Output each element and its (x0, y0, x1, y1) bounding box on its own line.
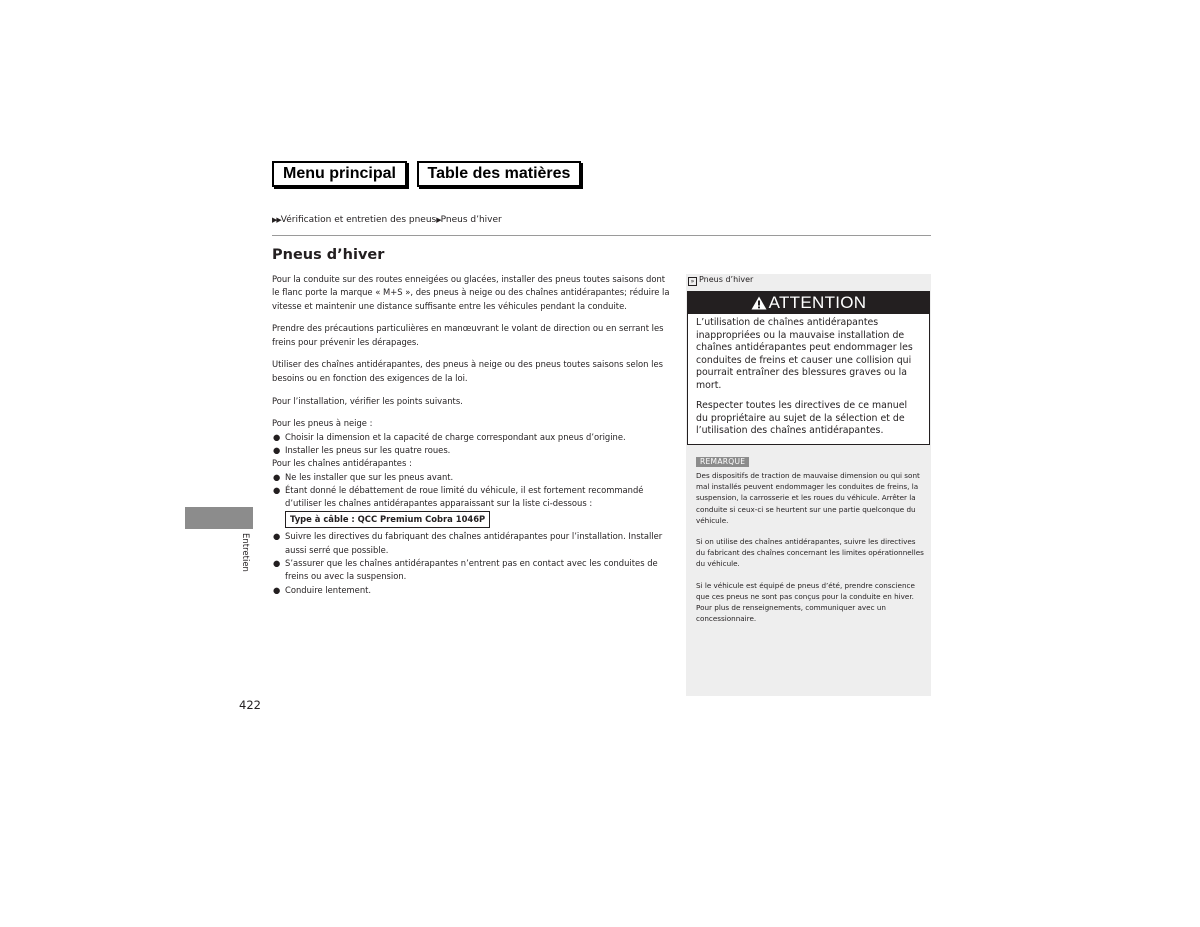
breadcrumb-parent-link[interactable]: Vérification et entretien des pneus (280, 215, 437, 225)
header-divider (272, 235, 931, 236)
list-item (272, 471, 672, 484)
cable-type-box: Type à câble : QCC Premium Cobra 1046P (285, 511, 490, 528)
note-text: Des dispositifs de traction de mauvaise dimension ou qui sont mal installés peuvent endommager les conduites de freins, la suspension, la carrosserie et les roues du véhicule. Arrêter la conduite si ceux-ci se heurtent sur une partie quelconque du véhicule. (696, 471, 920, 525)
paragraph: Pour la conduite sur des routes enneigées ou glacées, installer des pneus toutes saisons dont le flanc porte la marque « M+S », des pneus à neige ou des chaînes antidérapantes; réduire la vitesse et maintenir une distance suffisante entre les véhicules pendant la conduite. (272, 274, 670, 311)
breadcrumb-arrow-icon: ▶▶ (272, 216, 281, 224)
bullet-icon: ● (273, 558, 281, 569)
bullet-icon: ● (273, 471, 281, 482)
sidebar-header-label: Pneus d’hiver (699, 275, 754, 284)
chapter-label: Entretien (240, 533, 250, 572)
chapter-tab[interactable] (185, 507, 253, 529)
warning-box (687, 291, 930, 445)
reference-icon: » (688, 277, 697, 286)
sidebar-notes (686, 274, 931, 696)
breadcrumb-current: Pneus d’hiver (440, 215, 502, 225)
table-of-contents-button[interactable]: Table des matières (417, 161, 581, 187)
list-item-text: Conduire lentement. (285, 584, 372, 595)
list-item (272, 444, 672, 457)
list-item-text: Ne les installer que sur les pneus avant. (285, 471, 454, 482)
list-item (272, 530, 672, 557)
warning-title: ATTENTION (768, 293, 867, 312)
list-item (272, 557, 672, 584)
paragraph: Prendre des précautions particulières en manœuvrant le volant de direction ou en serrant les freins pour prévenir les dérapages. (272, 323, 664, 347)
paragraph: Pour l’installation, vérifier les points suivants. (272, 395, 463, 406)
warning-text: L’utilisation de chaînes antidérapantes inappropriées ou la mauvaise installation de chaînes antidérapantes peut endommager les conduites de freins et causer une collision qui pourrait entraîner des blessures graves ou la mort. (696, 317, 913, 391)
warning-icon (751, 294, 767, 316)
page-title: Pneus d’hiver (272, 247, 385, 263)
list-item-text: Suivre les directives du fabriquant des chaînes antidérapantes pour l’installation. Installer aussi serré que possible. (285, 531, 663, 555)
chains-intro: Pour les chaînes antidérapantes : (272, 458, 412, 469)
page-number: 422 (239, 698, 261, 712)
list-item (272, 484, 672, 511)
bullet-icon: ● (273, 431, 281, 442)
list-item-text: Étant donné le débattement de roue limité du véhicule, il est fortement recommandé d’utiliser les chaînes antidérapantes apparaissant sur la liste ci-dessous : (285, 484, 644, 509)
breadcrumb (272, 215, 502, 225)
list-item (272, 431, 672, 444)
list-item (272, 584, 672, 597)
sidebar-header (688, 274, 753, 286)
bullet-icon: ● (273, 531, 281, 542)
list-item-text: S’assurer que les chaînes antidérapantes n’entrent pas en contact avec les conduites de freins ou avec la suspension. (285, 558, 658, 582)
warning-text: Respecter toutes les directives de ce manuel du propriétaire au sujet de la sélection et de l’utilisation des chaînes antidérapantes. (696, 400, 908, 436)
bullet-icon: ● (273, 584, 281, 595)
list-item-text: Choisir la dimension et la capacité de charge correspondant aux pneus d’origine. (285, 431, 626, 442)
note-text: Si le véhicule est équipé de pneus d’été, prendre conscience que ces pneus ne sont pas conçus pour la conduite en hiver. Pour plus de renseignements, communiquer avec un concessionnaire. (696, 580, 915, 624)
paragraph: Utiliser des chaînes antidérapantes, des pneus à neige ou des pneus toutes saisons selon les besoins ou en fonction des exigences de la loi. (272, 359, 663, 383)
note-text: Si on utilise des chaînes antidérapantes, suivre les directives du fabricant des chaînes concernant les limites opérationnelles du véhicule. (696, 537, 924, 569)
breadcrumb-arrow-icon: ▶ (436, 216, 441, 224)
bullet-icon: ● (273, 444, 281, 455)
warning-header (688, 292, 929, 314)
list-item-text: Installer les pneus sur les quatre roues. (285, 444, 451, 455)
main-menu-button[interactable]: Menu principal (272, 161, 407, 187)
main-content (272, 273, 672, 597)
bullet-icon: ● (273, 484, 281, 495)
remark-badge: REMARQUE (696, 457, 749, 467)
snow-tires-intro: Pour les pneus à neige : (272, 418, 373, 429)
remark-notes (696, 470, 924, 634)
